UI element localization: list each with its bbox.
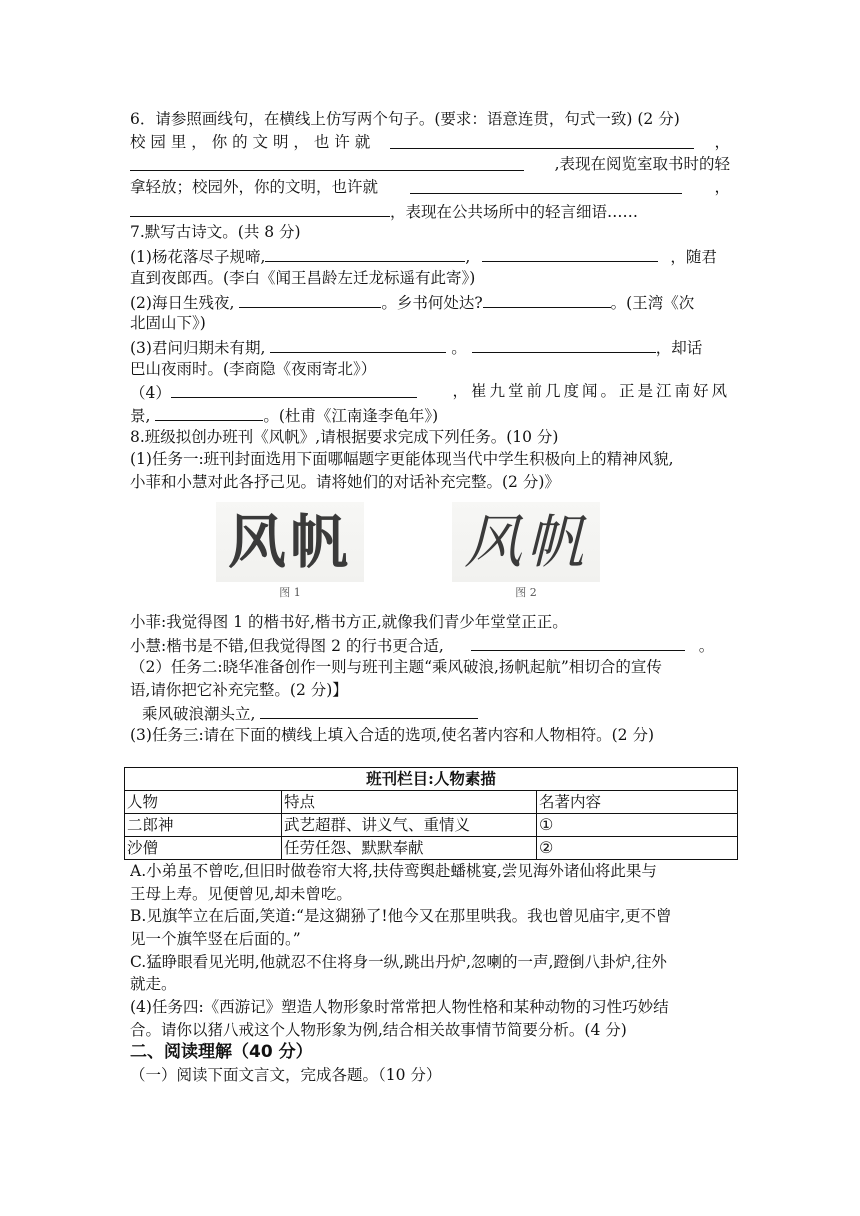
table-header-row bbox=[125, 790, 738, 813]
figure-2-caption: 图 2 bbox=[515, 585, 537, 599]
q8-task1-line2: 小菲和小慧对此各抒己见。请将她们的对话补充完整。(2 分)》 bbox=[130, 473, 560, 491]
q7-text: ，崔九堂前几度闻。正是江南好风 bbox=[452, 382, 730, 401]
q8-title: 8.班级拟创办班刊《风帆》,请根据要求完成下列任务。(10 分) bbox=[130, 427, 559, 446]
answer-blank[interactable] bbox=[171, 380, 417, 398]
q7-text: （4） bbox=[130, 384, 171, 403]
dialogue-text: 小慧:楷书是不错,但我觉得图 2 的行书更合适, bbox=[130, 637, 444, 656]
character-table bbox=[124, 767, 738, 860]
table-cell: 二郎神 bbox=[125, 813, 282, 836]
q7-text: (3)君问归期未有期, bbox=[130, 338, 266, 357]
q8-task2-line2: 语,请你把它补充完整。(2 分)】 bbox=[130, 680, 348, 699]
answer-blank[interactable] bbox=[265, 244, 465, 262]
q7-text: , bbox=[465, 248, 471, 267]
q7-text: 。 bbox=[451, 338, 467, 357]
slogan-text: 乘风破浪潮头立, bbox=[142, 705, 256, 724]
dialogue-xiaofei: 小菲:我觉得图 1 的楷书好,楷书方正,就像我们青少年堂堂正正。 bbox=[130, 612, 568, 631]
figure-1 bbox=[216, 502, 364, 600]
dialogue-text: 。 bbox=[698, 637, 715, 656]
exam-page bbox=[127, 108, 730, 1087]
q7-p2-cont: 北固山下》) bbox=[130, 314, 206, 333]
option-b-line2: 见一个旗竿竖在后面的。” bbox=[130, 929, 301, 948]
answer-blank[interactable] bbox=[410, 176, 682, 194]
q6-text: ,表现在阅览室取书时的轻 bbox=[554, 155, 730, 174]
q6-text: 拿轻放；校园外，你的文明，也许就 bbox=[130, 178, 379, 197]
q8-task4-line1: (4)任务四:《西游记》塑造人物形象时常常把人物性格和某种动物的习性巧妙结 bbox=[130, 997, 669, 1016]
q7-text: 景, bbox=[130, 406, 151, 425]
q7-text: ，却话 bbox=[655, 338, 703, 357]
answer-blank[interactable] bbox=[472, 335, 656, 353]
answer-blank[interactable] bbox=[471, 633, 685, 651]
table-title: 班刊栏目:人物素描 bbox=[125, 767, 738, 790]
q7-text: ，随君 bbox=[670, 248, 717, 267]
option-a-line2: 王母上寿。见便曾见,却未曾吃。 bbox=[130, 884, 352, 903]
q7-p4-cont bbox=[130, 403, 730, 426]
q7-text: 。(王湾《次 bbox=[610, 293, 695, 312]
answer-blank[interactable] bbox=[390, 131, 694, 149]
q7-text: (2)海日生残夜, bbox=[130, 293, 235, 312]
q8-task4-line2: 合。请你以猪八戒这个人物形象为例,结合相关故事情节简要分析。(4 分) bbox=[130, 1020, 627, 1039]
figure-1-caption: 图 1 bbox=[279, 585, 301, 599]
section-2-subtitle: （一）阅读下面文言文，完成各题。（10 分） bbox=[130, 1066, 442, 1084]
q8-task2-line1: （2）任务二:晓华准备创作一则与班刊主题“乘风破浪,扬帆起航”相切合的宣传 bbox=[130, 658, 662, 677]
answer-blank[interactable] bbox=[239, 290, 381, 308]
dialogue-xiaohui bbox=[130, 633, 730, 656]
option-c-line2: 就走。 bbox=[130, 975, 177, 994]
table-title-row bbox=[125, 767, 738, 790]
table-row bbox=[125, 836, 738, 859]
slogan-line bbox=[130, 701, 730, 724]
table-cell: 沙僧 bbox=[125, 836, 282, 859]
q6-text: ， bbox=[714, 178, 730, 197]
answer-blank[interactable] bbox=[270, 335, 446, 353]
figure-1-calligraphy: 风帆 bbox=[216, 502, 364, 582]
q7-text: 。乡书何处达? bbox=[381, 293, 483, 312]
table-cell: 任劳任怨、默默奉献 bbox=[282, 836, 537, 859]
answer-blank[interactable] bbox=[483, 290, 611, 308]
answer-blank[interactable] bbox=[130, 199, 390, 217]
q7-p4 bbox=[130, 380, 730, 403]
option-b-line1: B.见旗竿立在后面,笑道:“是这猢狲了!他今又在那里哄我。我也曾见庙宇,更不曾 bbox=[130, 907, 672, 926]
table-header: 名著内容 bbox=[537, 790, 738, 813]
q7-p3-cont: 巴山夜雨时。(李商隐《夜雨寄北》） bbox=[130, 359, 377, 378]
table-header: 特点 bbox=[282, 790, 537, 813]
q7-text: (1)杨花落尽子规啼, bbox=[130, 248, 266, 267]
q6-line-3 bbox=[130, 153, 730, 176]
table-cell[interactable]: ② bbox=[537, 836, 738, 859]
answer-blank[interactable] bbox=[260, 701, 478, 719]
q6-text: ，表现在公共场所中的轻言细语…… bbox=[390, 202, 639, 221]
q7-p2 bbox=[130, 290, 730, 313]
q7-p1-cont: 直到夜郎西。(李白《闻王昌龄左迁龙标遥有此寄》) bbox=[130, 268, 476, 287]
table-cell[interactable]: ① bbox=[537, 813, 738, 836]
table-cell: 武艺超群、讲义气、重情义 bbox=[282, 813, 537, 836]
q6-line-4 bbox=[130, 176, 730, 199]
figure-2-calligraphy: 风帆 bbox=[452, 502, 600, 582]
q6-text: 校 园 里 ， 你 的 文 明 ， 也 许 就 bbox=[130, 132, 371, 151]
q7-text: 。(杜甫《江南逢李龟年》) bbox=[263, 406, 439, 425]
q6-instruction: 6．请参照画线句，在横线上仿写两个句子。(要求：语意连贯，句式一致) (2 分) bbox=[130, 110, 680, 128]
q8-task3: (3)任务三:请在下面的横线上填入合适的选项,使名著内容和人物相符。(2 分) bbox=[130, 726, 654, 745]
answer-blank[interactable] bbox=[155, 403, 263, 421]
option-c-line1: C.猛睁眼看见光明,他就忍不住将身一纵,跳出丹炉,忽喇的一声,蹬倒八卦炉,往外 bbox=[130, 952, 667, 971]
table-header: 人物 bbox=[125, 790, 282, 813]
table-row bbox=[125, 813, 738, 836]
q7-p3 bbox=[130, 335, 730, 358]
option-a-line1: A.小弟虽不曾吃,但旧时做卷帘大将,扶侍鸾舆赴蟠桃宴,尝见海外诸仙将此果与 bbox=[130, 861, 657, 880]
q8-task1-line1: (1)任务一:班刊封面选用下面哪幅题字更能体现当代中学生积极向上的精神风貌, bbox=[130, 450, 674, 469]
answer-blank[interactable] bbox=[130, 153, 524, 171]
calligraphy-figures bbox=[130, 496, 730, 608]
q6-text: ， bbox=[714, 132, 730, 151]
figure-2 bbox=[452, 502, 600, 600]
q7-p1 bbox=[130, 244, 730, 267]
q7-title: 7.默写古诗文。(共 8 分) bbox=[130, 223, 301, 242]
section-2-title: 二、阅读理解（40 分） bbox=[130, 1042, 313, 1063]
q6-line-5 bbox=[130, 199, 730, 222]
q6-line-2 bbox=[130, 131, 730, 154]
answer-blank[interactable] bbox=[482, 244, 658, 262]
